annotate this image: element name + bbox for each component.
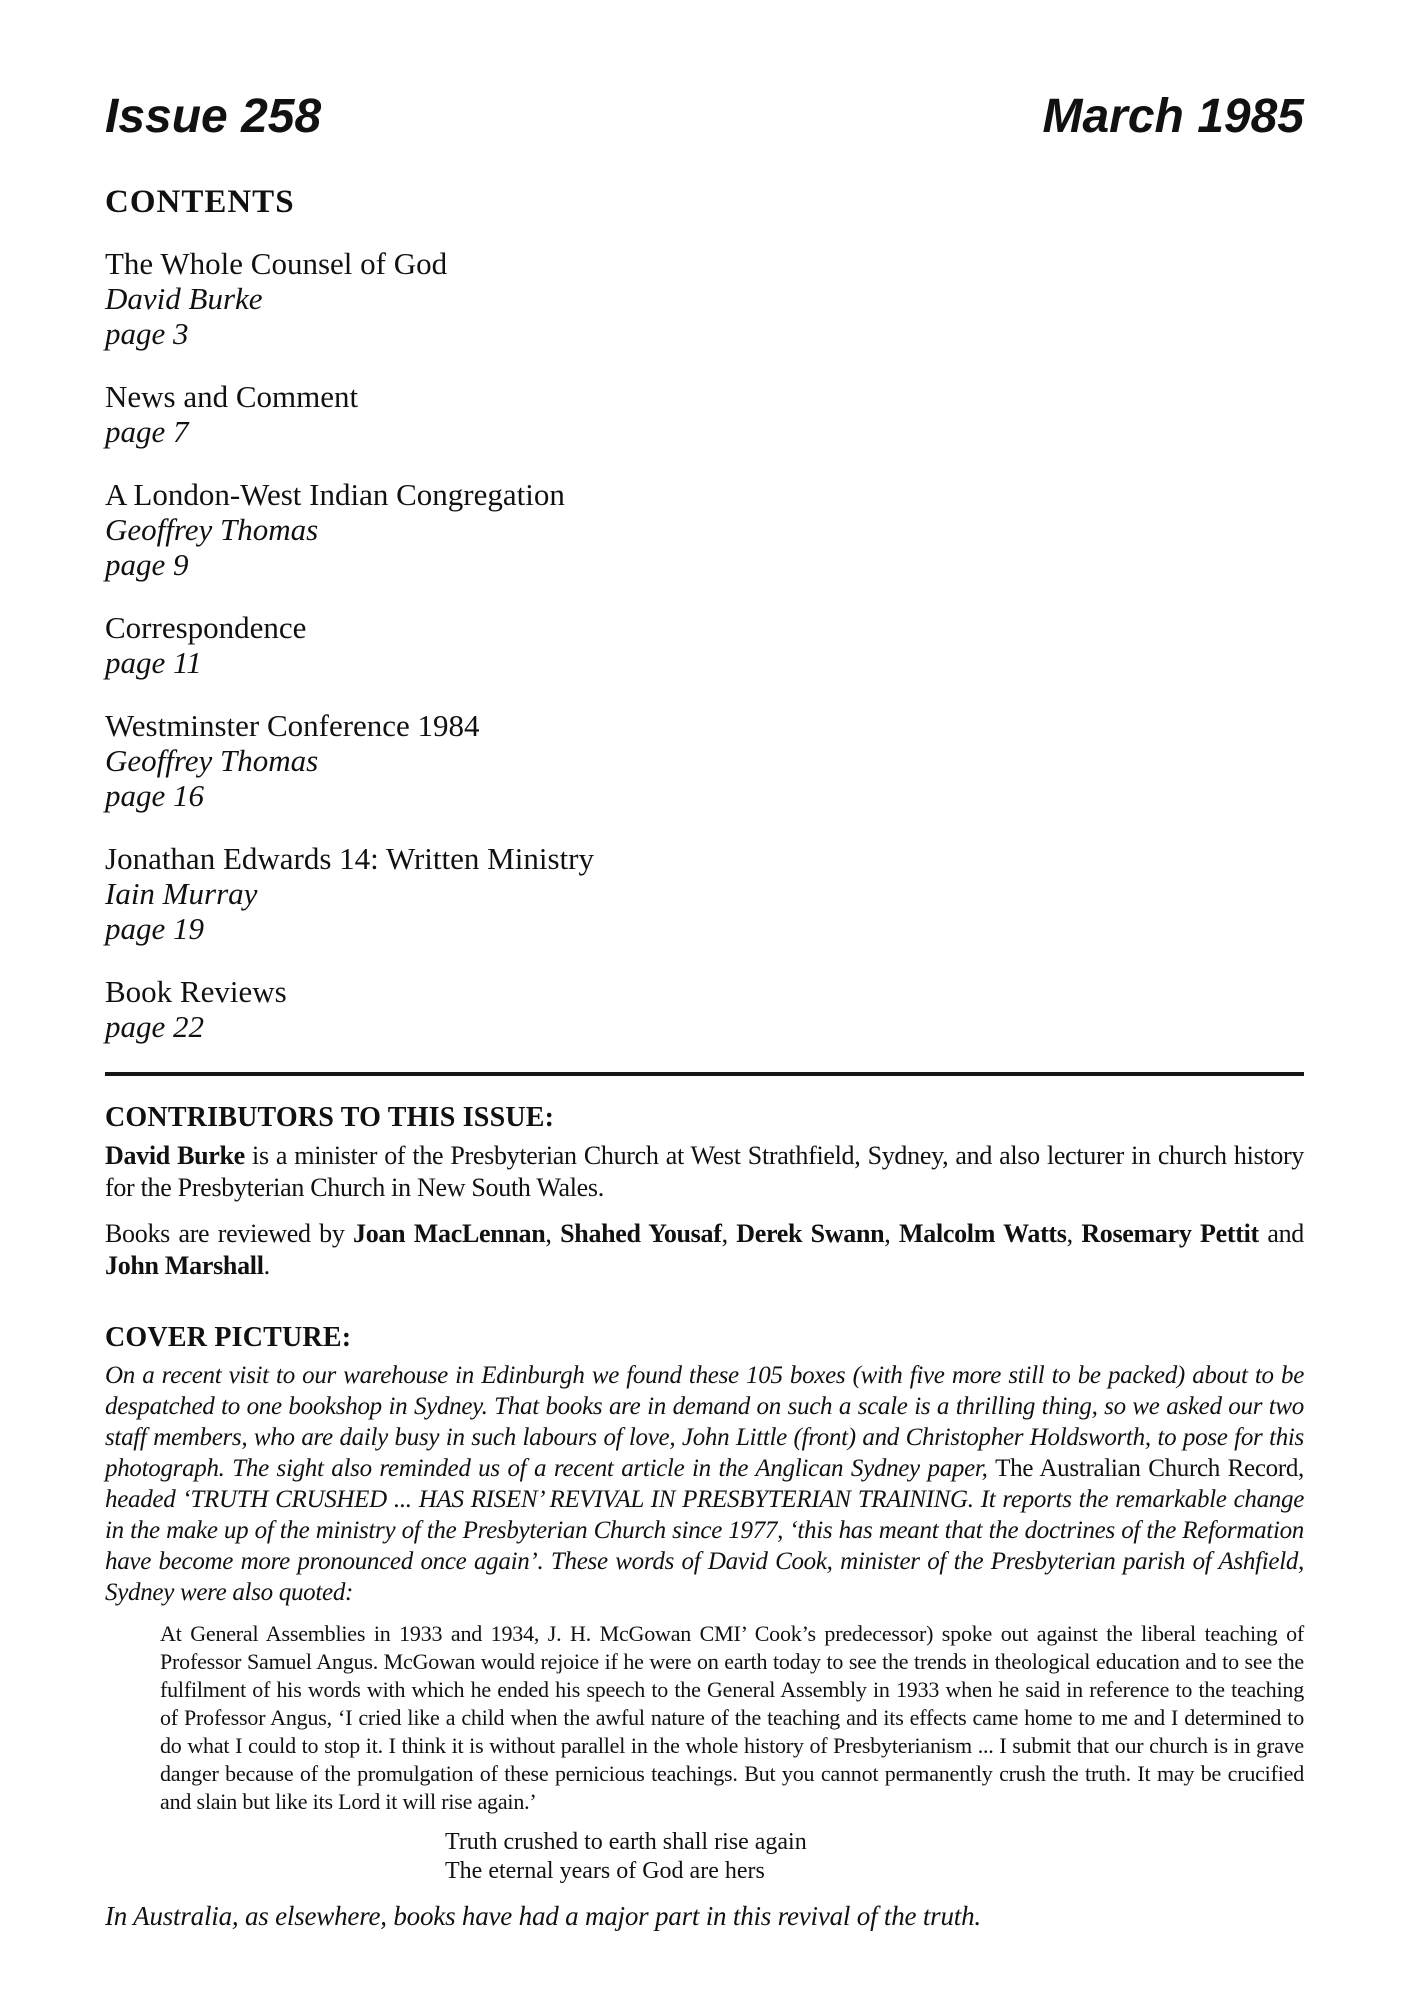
article-title: News and Comment: [105, 379, 359, 415]
text-run: is a minister of the Presbyterian Church at West Strathfield, Sydney, and also lecturer in church history for the Presbyterian Church in New South Wales.: [105, 1141, 1304, 1203]
toc-entry: [105, 379, 1304, 449]
article-author: David Burke: [105, 281, 263, 317]
text-run: David Burke: [105, 1141, 245, 1171]
contributors-section: [105, 1102, 1304, 1282]
issue-date: March 1985: [1042, 90, 1304, 143]
text-run: John Marshall: [105, 1251, 264, 1281]
article-title: Jonathan Edwards 14: Written Ministry: [105, 841, 594, 877]
contributors-heading: CONTRIBUTORS TO THIS ISSUE:: [105, 1102, 555, 1134]
verse-line: The eternal years of God are hers: [445, 1858, 765, 1885]
verse-block: [445, 1828, 1304, 1886]
article-title: A London-West Indian Congregation: [105, 477, 565, 513]
text-run: Books are reviewed by: [105, 1219, 354, 1249]
article-page: page 9: [105, 547, 189, 583]
text-run: On a recent visit to our warehouse in Edinburgh we found these 105 boxes (with five more still to be packed) about to be despatched to one bookshop in Sydney. That books are in demand on such a scale is a thrilling thing, so we asked our two staff members, who are daily busy in such labours of love, John Little (front) and Christopher Holdsworth, to pose for this photograph. The sight also reminded us of a recent article in the Anglican Sydney paper,: [105, 1362, 1304, 1483]
reviewers-paragraph: [105, 1218, 1304, 1282]
article-page: page 11: [105, 645, 202, 681]
article-author: Geoffrey Thomas: [105, 512, 319, 548]
issue-number: Issue 258: [105, 90, 322, 143]
toc-entry: [105, 974, 1304, 1044]
article-page: page 3: [105, 316, 189, 352]
text-run: ,: [884, 1219, 899, 1249]
toc-entry: [105, 841, 1304, 946]
toc-entry: [105, 477, 1304, 582]
article-title: Correspondence: [105, 610, 307, 646]
article-title: Westminster Conference 1984: [105, 708, 480, 744]
toc-entry: [105, 610, 1304, 680]
text-run: Joan MacLennan: [353, 1219, 546, 1249]
mcgowan-quote: At General Assemblies in 1933 and 1934, J. H. McGowan CMI’ Cook’s predecessor) spoke out against the liberal teaching of Professor Samuel Angus. McGowan would rejoice if he were on earth today to see the trends in theological education and to see the fulfilment of his words with which he ended his speech to the General Assembly in 1933 when he said in reference to the teaching of Professor Angus, ‘I cried like a child when the awful nature of the teaching and its effects came home to me and I determined to do what I could to stop it. I think it is without parallel in the whole history of Presbyterianism ... I submit that our church is in grave danger because of the promulgation of these pernicious teachings. But you cannot permanently crush the truth. It may be crucified and slain but like its Lord it will rise again.’: [160, 1621, 1304, 1815]
article-page: page 7: [105, 414, 189, 450]
text-run: .: [263, 1251, 270, 1281]
article-page: page 19: [105, 911, 205, 947]
article-author: Geoffrey Thomas: [105, 743, 319, 779]
text-run: Rosemary Pettit: [1081, 1219, 1259, 1249]
page-header: [105, 92, 1304, 142]
text-run: and: [1258, 1219, 1304, 1249]
text-run: ,: [545, 1219, 561, 1249]
horizontal-rule: [105, 1072, 1304, 1076]
cover-description-paragraph: [105, 1360, 1304, 1608]
cover-picture-heading: COVER PICTURE:: [105, 1322, 352, 1354]
article-page: page 22: [105, 1009, 205, 1045]
article-page: page 16: [105, 778, 205, 814]
text-run: headed ‘TRUTH CRUSHED ... HAS RISEN’ REVIVAL IN PRESBYTERIAN TRAINING. It reports the remarkable change in the make up of the ministry of the Presbyterian Church since 1977, ‘this has meant that the doctrines of the Reformation have become more pronounced once again’. These words of David Cook, minister of the Presbyterian parish of Ashfield, Sydney were also quoted:: [105, 1486, 1304, 1607]
text-run: ,: [721, 1219, 737, 1249]
verse-line: Truth crushed to earth shall rise again: [445, 1829, 807, 1856]
closing-line: In Australia, as elsewhere, books have had a major part in this revival of the truth.: [105, 1901, 981, 1932]
text-run: Derek Swann: [736, 1219, 885, 1249]
text-run: The Australian Church Record,: [995, 1455, 1304, 1483]
article-title: Book Reviews: [105, 974, 287, 1010]
contributor-david-paragraph: [105, 1140, 1304, 1204]
text-run: Malcolm Watts: [899, 1219, 1067, 1249]
article-title: The Whole Counsel of God: [105, 246, 448, 282]
cover-picture-section: [105, 1322, 1304, 1932]
toc-entry: [105, 708, 1304, 813]
article-author: Iain Murray: [105, 876, 258, 912]
text-run: Shahed Yousaf: [560, 1219, 722, 1249]
text-run: ,: [1066, 1219, 1082, 1249]
toc-entry: [105, 246, 1304, 351]
table-of-contents: [105, 246, 1304, 1044]
contents-heading: CONTENTS: [105, 184, 295, 221]
